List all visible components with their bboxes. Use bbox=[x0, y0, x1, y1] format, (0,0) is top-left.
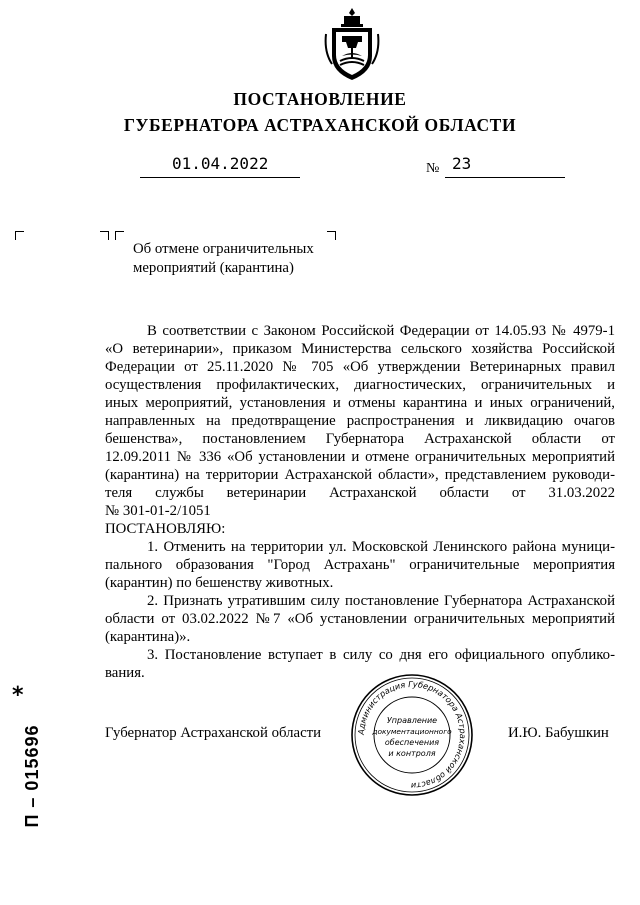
body-line: «О ветеринарии», приказом Министерства сельского хозяйства Российской bbox=[105, 341, 615, 357]
number-sign: № bbox=[426, 161, 440, 176]
clause-line: вания. bbox=[105, 665, 145, 681]
clause-line: 3. Постановление вступает в силу со дня его официального опублико- bbox=[147, 647, 615, 663]
signatory-position: Губернатор Астраханской области bbox=[105, 725, 322, 741]
document-date: 01.04.2022 bbox=[172, 154, 269, 173]
body-line: направленных на предотвращение распространения и ликвидацию очагов bbox=[105, 413, 615, 429]
subject-corner-mark-left bbox=[115, 231, 124, 240]
document-type-title: ПОСТАНОВЛЕНИЕ bbox=[233, 89, 407, 109]
clause-line: 2. Признать утратившим силу постановление Губернатора Астраханской bbox=[147, 593, 615, 609]
body-line: теля службы ветеринарии Астраханской области от 31.03.2022 bbox=[105, 485, 615, 501]
coat-of-arms-emblem bbox=[324, 6, 380, 84]
seal-center-line: и контроля bbox=[388, 749, 436, 758]
clause-line: (карантина)». bbox=[105, 629, 191, 645]
body-line: Федерации от 25.11.2020 № 705 «Об утверждении Ветеринарных правил bbox=[105, 359, 615, 375]
official-seal-stamp bbox=[350, 673, 474, 797]
body-line: (карантина) на территории Астраханской области», представлением руководи- bbox=[105, 467, 615, 483]
clause-line: пального образования "Город Астрахань" ограничительные мероприятия bbox=[105, 557, 615, 573]
subject-line: мероприятий (карантина) bbox=[133, 259, 294, 276]
clause-line: области от 03.02.2022 №7 «Об установлении ограничительных мероприятий bbox=[105, 611, 615, 627]
document-subject bbox=[133, 240, 333, 277]
seal-ring-text: Администрация Губернатора Астраханской области bbox=[355, 678, 469, 792]
corner-mark-top-left bbox=[15, 231, 24, 240]
number-underline bbox=[445, 177, 565, 178]
seal-center-line: документационного bbox=[372, 727, 452, 736]
body-line: № 301-01-2/1051 bbox=[105, 503, 211, 519]
body-line: осуществления профилактических, диагностических, ограничительных и bbox=[105, 377, 615, 393]
seal-center-line: Управление bbox=[386, 716, 438, 725]
subject-corner-mark-right bbox=[327, 231, 336, 240]
side-star-mark: * bbox=[12, 683, 24, 708]
body-line: бешенства», постановлением Губернатора Астраханской области от bbox=[105, 431, 615, 447]
corner-mark-top-right bbox=[100, 231, 109, 240]
clause-line: (карантин) по бешенству животных. bbox=[105, 575, 334, 591]
subject-line: Об отмене ограничительных bbox=[133, 241, 314, 257]
date-underline bbox=[140, 177, 300, 178]
body-line: иных мероприятий, установления и отмены карантина и иных ограничений, bbox=[105, 395, 615, 411]
seal-center-line: обеспечения bbox=[384, 738, 440, 747]
signatory-name: И.Ю. Бабушкин bbox=[508, 725, 609, 741]
document-number: 23 bbox=[452, 154, 472, 173]
body-line: 12.09.2011 № 336 «Об установлении и отмене ограничительных мероприятий bbox=[105, 449, 615, 465]
issuer-title: ГУБЕРНАТОРА АСТРАХАНСКОЙ ОБЛАСТИ bbox=[123, 115, 517, 135]
body-line: В соответствии с Законом Российской Федерации от 14.05.93 № 4979-1 bbox=[147, 323, 615, 339]
clause-line: 1. Отменить на территории ул. Московской Ленинского района муници- bbox=[147, 539, 615, 555]
decree-keyword: ПОСТАНОВЛЯЮ: bbox=[105, 521, 226, 537]
registration-code: П – 015696 bbox=[22, 724, 42, 828]
